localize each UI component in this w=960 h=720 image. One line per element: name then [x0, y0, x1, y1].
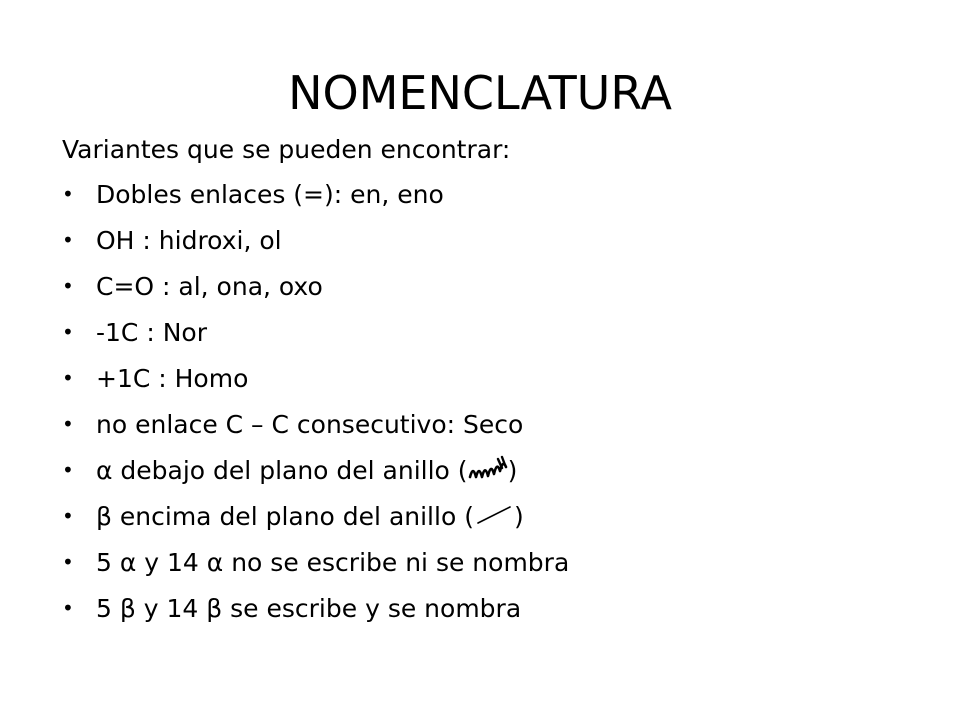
solid-line-bond-icon — [474, 501, 514, 529]
slide-content — [62, 128, 922, 632]
list-item-alpha — [62, 448, 922, 494]
close-paren: ) — [507, 456, 518, 485]
list-item — [62, 218, 922, 264]
bullet-text: C=O : al, ona, oxo — [96, 272, 323, 301]
bullet-text: no enlace C – C consecutivo: Seco — [96, 410, 524, 439]
bullet-list — [62, 172, 922, 632]
bullet-icon: • — [62, 228, 74, 252]
list-item-beta — [62, 494, 922, 540]
slide-title: NOMENCLATURA — [288, 66, 672, 120]
bullet-icon: • — [62, 182, 74, 206]
bullet-icon: • — [62, 320, 74, 344]
list-item — [62, 402, 922, 448]
bullet-icon: • — [62, 412, 74, 436]
bullet-icon: • — [62, 366, 74, 390]
intro-text: Variantes que se pueden encontrar: — [62, 135, 511, 164]
list-item — [62, 356, 922, 402]
bullet-text: OH : hidroxi, ol — [96, 226, 282, 255]
bullet-text: α debajo del plano del anillo ( — [96, 456, 468, 485]
list-item — [62, 172, 922, 218]
list-item — [62, 586, 922, 632]
bullet-text: 5 α y 14 α no se escribe ni se nombra — [96, 548, 570, 577]
bullet-icon: • — [62, 458, 74, 482]
bullet-icon: • — [62, 596, 74, 620]
hashed-wavy-bond-icon — [468, 455, 508, 483]
list-item — [62, 310, 922, 356]
list-item — [62, 264, 922, 310]
bullet-icon: • — [62, 550, 74, 574]
bullet-icon: • — [62, 274, 74, 298]
bullet-text: +1C : Homo — [96, 364, 249, 393]
list-item — [62, 540, 922, 586]
bullet-text: -1C : Nor — [96, 318, 207, 347]
bullet-text: β encima del plano del anillo ( — [96, 502, 474, 531]
bullet-text: Dobles enlaces (=): en, eno — [96, 180, 444, 209]
bullet-icon: • — [62, 504, 74, 528]
bullet-text: 5 β y 14 β se escribe y se nombra — [96, 594, 522, 623]
close-paren: ) — [513, 502, 524, 531]
